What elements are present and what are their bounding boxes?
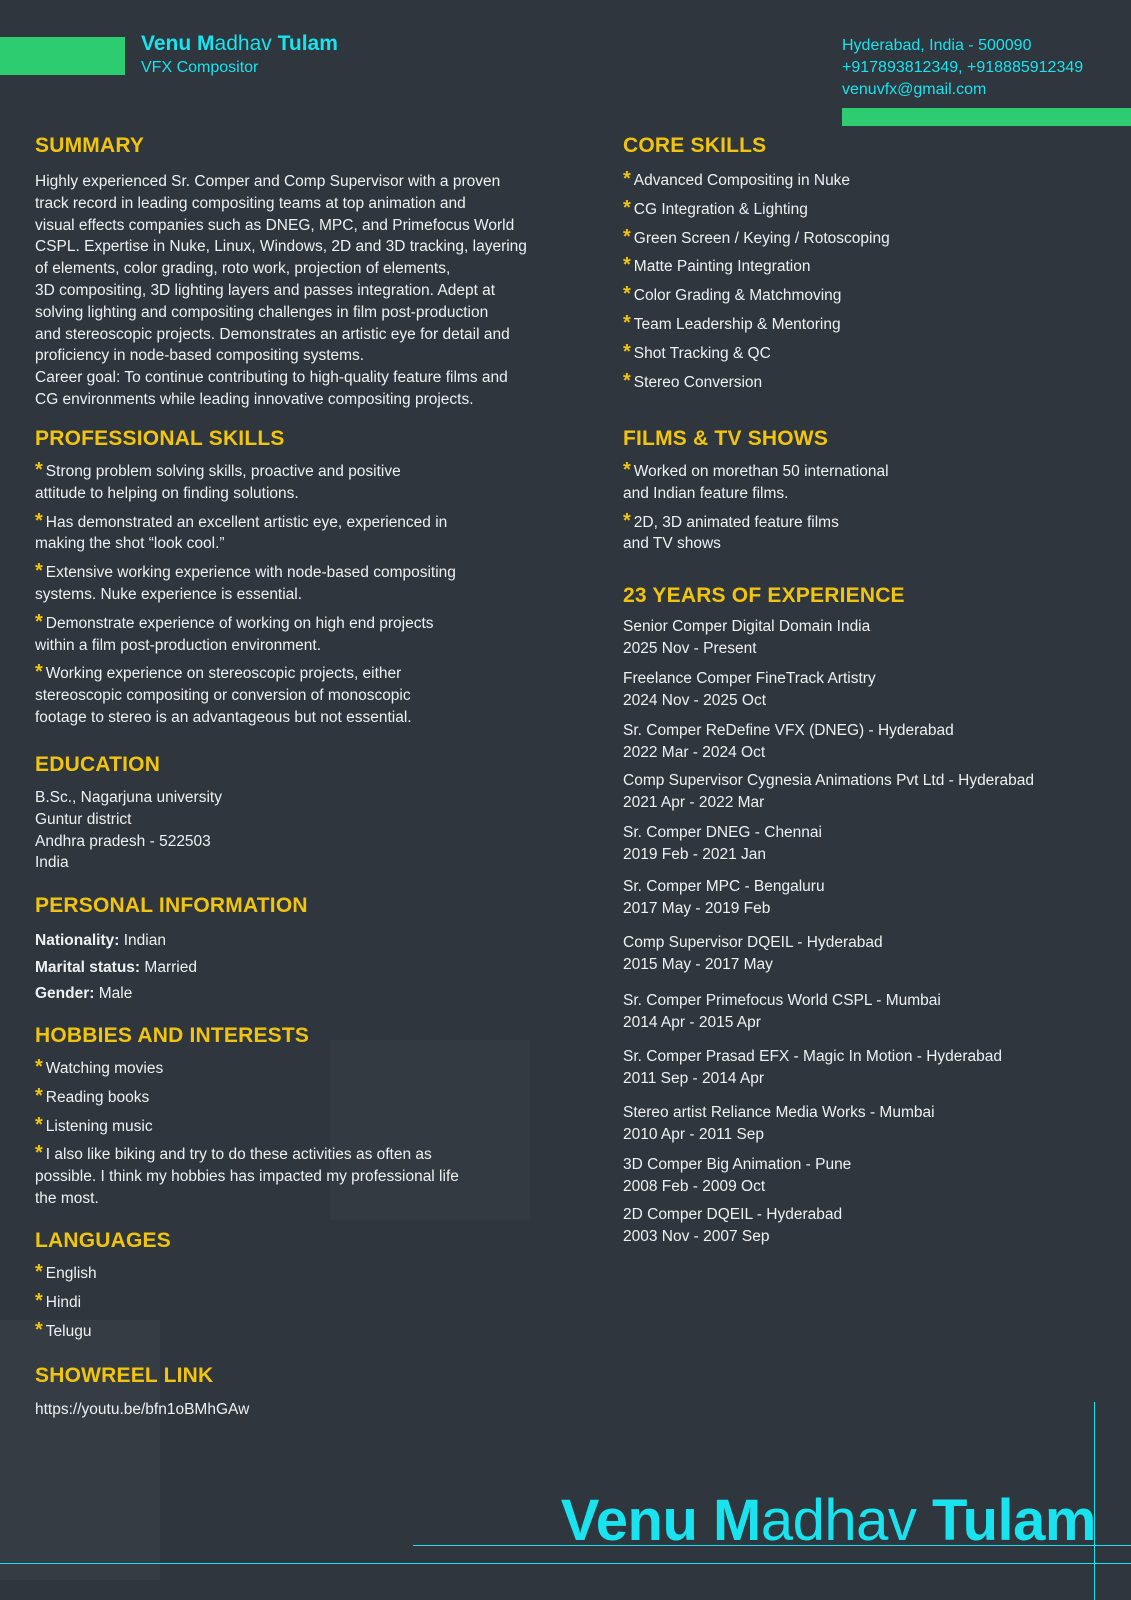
education-line: India [35,854,69,872]
experience-role: Freelance Comper FineTrack Artistry [623,670,876,687]
experience-role: Sr. Comper DNEG - Chennai [623,824,822,841]
experience-dates: 2008 Feb - 2009 Oct [623,1178,766,1195]
films-section [623,427,1103,555]
hobbies-list [35,1058,575,1210]
core-skill-item [623,369,1103,394]
education-section [35,753,575,874]
hobby-item-text: the most. [35,1189,99,1207]
footer-rule-bottom [0,1563,1131,1564]
bullet-star-icon: * [623,196,631,219]
summary-line: Highly experienced Sr. Comper and Comp Supervisor with a proven [35,173,501,190]
personal-info-value: Male [98,985,133,1002]
professional-skill-item [35,509,575,556]
contact-address: Hyderabad, India - 500090 [842,37,1032,54]
section-heading: FILMS & TV SHOWS [623,427,829,450]
bullet-star-icon: * [35,661,43,684]
core-skill-item [623,256,1103,278]
professional-skill-item-text: Has demonstrated an excellent artistic eye, experienced in [45,513,448,531]
experience-role: 3D Comper Big Animation - Pune [623,1156,852,1173]
personal-info-rows [35,928,575,1008]
experience-item [623,668,1113,712]
bullet-star-icon: * [623,168,631,190]
language-item [35,1263,575,1285]
education-line: B.Sc., Nagarjuna university [35,789,222,806]
personal-info-value: Married [144,958,197,976]
hobby-item [35,1113,575,1138]
film-item [623,509,1103,556]
core-skill-item [623,340,1103,365]
language-item-text: Telugu [45,1322,92,1340]
section-heading: EDUCATION [35,753,161,776]
personal-info-row [35,928,575,955]
summary-line: visual effects companies such as DNEG, MPC, and Primefocus World [35,216,515,234]
hobby-item-text: possible. I think my hobbies has impacted my professional life [35,1168,459,1186]
professional-skill-item-text: stereoscopic compositing or conversion of monoscopic [35,687,411,705]
core-skill-item-text: Matte Painting Integration [633,258,811,276]
personal-info-row [35,955,575,982]
experience-dates: 2024 Nov - 2025 Oct [623,692,767,709]
experience-dates: 2015 May - 2017 May [623,956,773,973]
core-skills-list [623,170,1103,393]
name-last: Tulam [932,1488,1096,1553]
experience-role: Stereo artist Reliance Media Works - Mumbai [623,1104,935,1121]
personal-info-row [35,981,575,1008]
core-skill-item [623,311,1103,336]
professional-skill-item [35,610,575,657]
language-item-text: English [45,1265,97,1282]
films-list [623,461,1103,555]
hobbies-section [35,1024,575,1210]
experience-dates: 2010 Apr - 2011 Sep [623,1126,765,1143]
bullet-star-icon: * [623,459,631,481]
core-skill-item [623,196,1103,221]
experience-item [623,1046,1113,1090]
summary-line: solving lighting and compositing challenges in film post-production [35,303,489,321]
core-skill-item-text: CG Integration & Lighting [633,200,808,218]
film-item-text: and Indian feature films. [623,484,789,502]
hobby-item-text: Watching movies [45,1060,164,1077]
hobby-item-text: I also like biking and try to do these activities as often as [45,1146,432,1164]
hobby-item [35,1144,575,1209]
experience-role: Sr. Comper ReDefine VFX (DNEG) - Hyderabad [623,722,954,739]
core-skill-item-text: Advanced Compositing in Nuke [633,172,851,189]
experience-item [623,720,1113,764]
bullet-star-icon: * [35,459,43,481]
film-item [623,461,1103,505]
section-heading: SHOWREEL LINK [35,1364,214,1387]
contact-block [842,35,1083,101]
core-skill-item [623,285,1103,307]
section-heading: SUMMARY [35,134,145,157]
name-middle-initial: M [713,1488,761,1553]
section-heading: PERSONAL INFORMATION [35,894,308,917]
bullet-star-icon: * [623,340,631,363]
languages-section [35,1229,575,1342]
section-heading: CORE SKILLS [623,134,767,157]
core-skill-item-text: Stereo Conversion [633,373,763,391]
bullet-star-icon: * [623,311,631,334]
experience-dates: 2019 Feb - 2021 Jan [623,846,767,863]
hobby-item-text: Listening music [45,1117,153,1135]
experience-item [623,1102,1113,1146]
experience-dates: 2017 May - 2019 Feb [623,900,771,917]
professional-skills-section [35,427,575,729]
core-skill-item-text: Shot Tracking & QC [633,344,771,362]
bullet-star-icon: * [35,1142,43,1165]
experience-item [623,932,1113,976]
bullet-star-icon: * [35,1261,43,1283]
summary-line: of elements, color grading, roto work, projection of elements, [35,260,451,278]
bullet-star-icon: * [35,1289,43,1312]
experience-dates: 2021 Apr - 2022 Mar [623,794,765,811]
core-skill-item-text: Green Screen / Keying / Rotoscoping [633,229,890,247]
summary-line: and stereoscopic projects. Demonstrates an artistic eye for detail and [35,325,510,343]
experience-item [623,822,1113,866]
personal-information-section [35,894,575,1008]
experience-item [623,876,1113,920]
name-last: Tulam [277,32,338,55]
education-line: Andhra pradesh - 522503 [35,832,211,850]
bullet-star-icon: * [35,560,43,583]
experience-dates: 2011 Sep - 2014 Apr [623,1070,765,1087]
personal-info-label: Gender: [35,985,95,1002]
core-skill-item [623,170,1103,192]
header-role: VFX Compositor [141,59,259,76]
hobby-item [35,1058,575,1080]
hobby-item-text: Reading books [45,1088,150,1106]
experience-dates: 2022 Mar - 2024 Oct [623,744,766,761]
experience-section [623,584,1113,1248]
professional-skill-item-text: Demonstrate experience of working on high end projects [45,614,434,632]
name-middle-rest: adhav [760,1488,917,1553]
bullet-star-icon: * [35,1113,43,1136]
language-item [35,1318,575,1343]
experience-dates: 2003 Nov - 2007 Sep [623,1228,770,1245]
bullet-star-icon: * [35,610,43,633]
professional-skill-item [35,461,575,505]
summary-text [35,171,575,411]
summary-section [35,134,575,411]
film-item-text: Worked on morethan 50 international [633,463,889,480]
section-heading: PROFESSIONAL SKILLS [35,427,285,450]
professional-skill-item [35,562,575,606]
education-line: Guntur district [35,810,132,828]
experience-item [623,770,1113,814]
background-texture [0,1320,160,1580]
professional-skill-item-text: footage to stereo is an advantageous but not essential. [35,708,412,726]
personal-info-label: Marital status: [35,958,141,976]
professional-skill-item-text: Working experience on stereoscopic projects, either [45,665,402,683]
bullet-star-icon: * [35,509,43,532]
showreel-link[interactable]: https://youtu.be/bfn1oBMhGAw [35,1401,250,1418]
professional-skill-item-text: attitude to helping on finding solutions. [35,484,299,502]
name-first: Venu [141,32,192,55]
hobby-item [35,1084,575,1109]
experience-item [623,1204,1113,1248]
professional-skills-list [35,461,575,729]
bullet-star-icon: * [623,509,631,532]
bullet-star-icon: * [623,283,631,306]
core-skill-item [623,225,1103,250]
experience-list [623,616,1113,1248]
section-heading: HOBBIES AND INTERESTS [35,1024,310,1047]
experience-role: Comp Supervisor Cygnesia Animations Pvt Ltd - Hyderabad [623,772,1034,789]
core-skills-section [623,134,1103,393]
experience-item [623,616,1113,660]
professional-skill-item-text: making the shot “look cool.” [35,535,225,553]
professional-skill-item [35,663,575,728]
section-heading: LANGUAGES [35,1229,171,1252]
summary-line: Career goal: To continue contributing to high-quality feature films and [35,369,508,387]
name-first: Venu [560,1488,698,1553]
name-middle-rest: adhav [214,32,272,55]
header-name [141,32,338,56]
core-skill-item-text: Team Leadership & Mentoring [633,315,841,333]
header-accent-bar-right [842,108,1131,126]
header-accent-bar-left [0,37,125,75]
summary-line: CG environments while leading innovative compositing projects. [35,390,474,408]
experience-role: Sr. Comper Primefocus World CSPL - Mumbai [623,992,941,1009]
experience-dates: 2025 Nov - Present [623,640,757,657]
summary-line: CSPL. Expertise in Nuke, Linux, Windows, 2D and 3D tracking, layering [35,238,527,256]
experience-dates: 2014 Apr - 2015 Apr [623,1014,761,1031]
name-middle-initial: M [197,32,215,55]
bullet-star-icon: * [35,1084,43,1107]
personal-info-label: Nationality: [35,932,120,949]
professional-skill-item-text: Extensive working experience with node-based compositing [45,564,456,582]
section-heading: 23 YEARS OF EXPERIENCE [623,584,905,607]
experience-role: Senior Comper Digital Domain India [623,618,871,635]
personal-info-value: Indian [123,932,166,949]
summary-line: track record in leading compositing teams at top animation and [35,194,466,212]
professional-skill-item-text: Strong problem solving skills, proactive and positive [45,463,401,480]
contact-email[interactable]: venuvfx@gmail.com [842,81,987,98]
language-item [35,1289,575,1314]
professional-skill-item-text: within a film post-production environment. [35,636,322,654]
experience-item [623,990,1113,1034]
experience-role: 2D Comper DQEIL - Hyderabad [623,1206,843,1223]
bullet-star-icon: * [623,254,631,277]
experience-role: Sr. Comper MPC - Bengaluru [623,878,825,895]
footer-name [560,1488,1096,1553]
summary-line: proficiency in node-based compositing systems. [35,347,365,365]
education-text [35,787,575,874]
experience-item [623,1154,1113,1198]
summary-line: 3D compositing, 3D lighting layers and passes integration. Adept at [35,281,496,299]
professional-skill-item-text: systems. Nuke experience is essential. [35,585,303,603]
languages-list [35,1263,575,1342]
bullet-star-icon: * [623,369,631,392]
film-item-text: 2D, 3D animated feature films [633,513,839,531]
film-item-text: and TV shows [623,535,721,553]
bullet-star-icon: * [623,225,631,248]
contact-phones[interactable]: +917893812349, +918885912349 [842,59,1084,76]
bullet-star-icon: * [35,1318,43,1341]
language-item-text: Hindi [45,1293,82,1311]
experience-role: Sr. Comper Prasad EFX - Magic In Motion - Hyderabad [623,1048,1003,1065]
core-skill-item-text: Color Grading & Matchmoving [633,287,842,305]
bullet-star-icon: * [35,1056,43,1078]
experience-role: Comp Supervisor DQEIL - Hyderabad [623,934,883,951]
showreel-section [35,1364,575,1421]
